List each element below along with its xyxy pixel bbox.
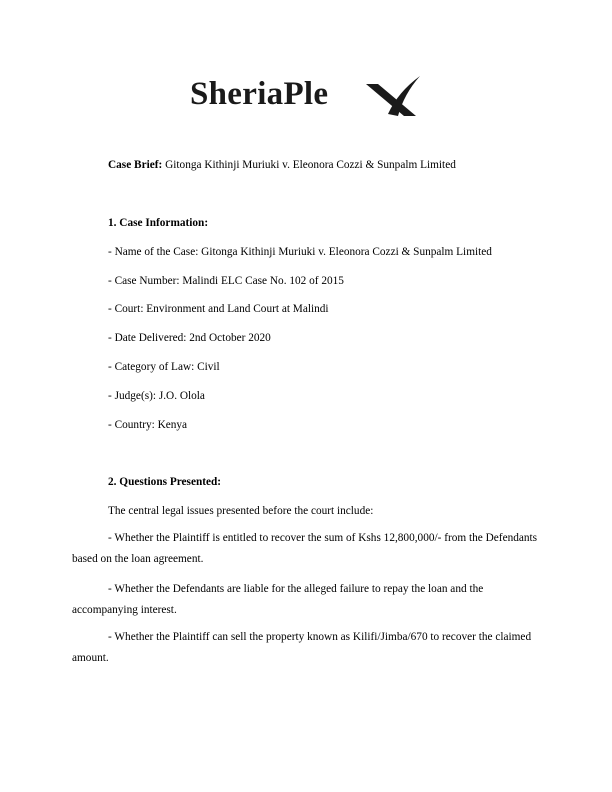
section-heading-questions-presented: 2. Questions Presented: (108, 476, 222, 488)
logo-wordmark: SheriaPle (190, 76, 329, 112)
case-brief-line (108, 158, 456, 172)
question-item: - Whether the Plaintiff is entitled to recover the sum of Kshs 12,800,000/- from the Defendants based on the loan agreement. (72, 532, 538, 565)
section-heading-case-information: 1. Case Information: (108, 217, 209, 229)
info-court: - Court: Environment and Land Court at Malindi (108, 303, 329, 315)
info-country: - Country: Kenya (108, 419, 188, 431)
case-brief-label: Case Brief: (108, 159, 163, 171)
info-category-of-law: - Category of Law: Civil (108, 361, 220, 373)
sheriaplex-logo (190, 70, 422, 120)
questions-intro: The central legal issues presented before the court include: (108, 505, 374, 517)
question-item: - Whether the Defendants are liable for the alleged failure to repay the loan and the accompanying interest. (72, 583, 484, 616)
info-name-of-case: - Name of the Case: Gitonga Kithinji Muriuki v. Eleonora Cozzi & Sunpalm Limited (108, 246, 492, 258)
case-brief-title: Gitonga Kithinji Muriuki v. Eleonora Cozzi & Sunpalm Limited (165, 159, 456, 171)
question-item: - Whether the Plaintiff can sell the property known as Kilifi/Jimba/670 to recover the claimed amount. (72, 631, 532, 664)
info-date-delivered: - Date Delivered: 2nd October 2020 (108, 332, 271, 344)
logo-x-mark (364, 70, 422, 120)
info-judges: - Judge(s): J.O. Olola (108, 390, 205, 402)
info-case-number: - Case Number: Malindi ELC Case No. 102 of 2015 (108, 275, 344, 287)
